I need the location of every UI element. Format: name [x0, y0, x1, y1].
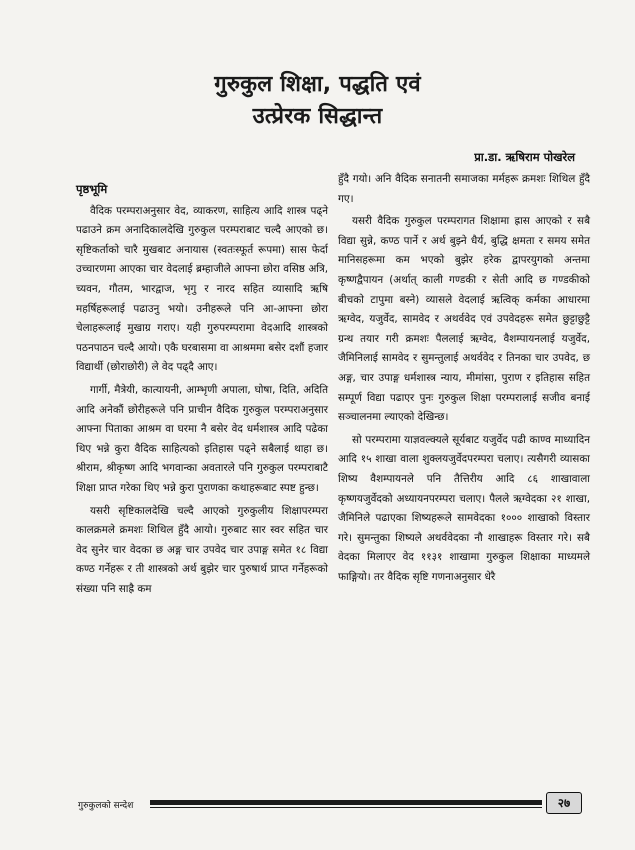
footer-rule-thin: [150, 807, 542, 808]
right-paragraph: सो परम्परामा याज्ञवल्क्यले सूर्यबाट यजुर्वेद पढी काण्व माध्यादिन आदि १५ शाखा वाला शुक्लयजुर्वेदपरम्परा चलाए। त्यसैगरी व्यासका शिष्य वैशम्पायनले पनि तैत्तिरीय आदि ८६ शाखावाला कृष्णयजुर्वेदको अध्यायनपरम्परा चलाए। पैलले ऋग्वेदका २१ शाखा, जैमिनिले पढाएका शिष्यहरूले सामवेदका १००० शाखाको विस्तार गरे। सुमन्तुका शिष्यले अथर्ववेदका नौ शाखाहरू विस्तार गरे। सबै वेदका मिलाएर वेद ११३१ शाखामा गुरुकुल शिक्षाका माध्यमले फाङ्गियो। तर वैदिक सृष्टि गणनाअनुसार धेरै: [338, 433, 590, 583]
author-name: प्रा.डा. ऋषिराम पोखरेल: [474, 150, 575, 164]
left-column: [76, 176, 328, 602]
page-number: २७: [546, 792, 582, 814]
left-paragraph: वैदिक परम्पराअनुसार वेद, व्याकरण, साहित्य आदि शास्त्र पढ्ने पढाउने क्रम अनादिकालदेखि गुरुकुल परम्पराबाट चल्दै आएको छ। सृष्टिकर्ताको चारै मुखबाट अनायास (स्वतःस्फूर्त रूपमा) सास फेर्दा उच्चारणमा आएका चार वेदलाई ब्रम्हाजीले आफ्ना छोरा वसिष्ठ अत्रि, च्यवन, गौतम, भारद्वाज, भृगु र नारद सहित व्यासादि ऋषि महर्षिहरूलाई पढाउनु भयो। उनीहरूले पनि आ-आफ्ना छोरा चेलाहरूलाई मुखाग्र गराए। यही गुरुपरम्परामा वेदआदि शास्त्रको पठनपाठन चल्दै आयो। एकै घरबासमा वा आश्रममा बसेर दशौं हजार विद्यार्थी (छोराछोरी) ले वेद पढ्दै आए।: [76, 204, 328, 374]
left-paragraph: यसरी सृष्टिकालदेखि चल्दै आएको गुरुकुलीय शिक्षापरम्परा कालक्रमले क्रमशः शिथिल हुँदै आयो। गुरुबाट सार स्वर सहित चार वेद सुनेर चार वेदका छ अङ्ग चार उपवेद चार उपाङ्ग समेत १८ विद्या कण्ठ गर्नेहरू र ती शास्त्रको अर्थ बुझेर चार पुरुषार्थ प्राप्त गर्नेहरूको संख्या पनि साह्रै कम: [76, 504, 328, 595]
footer-rule: [150, 800, 542, 805]
left-paragraph: गार्गी, मैत्रेयी, कात्यायनी, आम्भृणी अपाला, घोषा, दिति, अदिति आदि अनेकौं छोरीहरूले पनि प्राचीन वैदिक गुरुकुल परम्पराअनुसार आफ्ना पिताका आश्रम वा घरमा नै बसेर वेद धर्मशास्त्र आदि पढेका थिए भन्ने कुरा वैदिक साहित्यको इतिहास पढ्ने सबैलाई थाहा छ। श्रीराम, श्रीकृष्ण आदि भगवान्का अवतारले पनि गुरुकुल परम्पराबाटै शिक्षा प्राप्त गरेका थिए भन्ने कुरा पुराणका कथाहरूबाट स्पष्ट हुन्छ।: [76, 383, 328, 494]
footer-magazine-name: गुरुकुलको सन्देश: [78, 801, 134, 811]
right-column: [338, 170, 590, 590]
article-title-line2: उत्प्रेरक सिद्धान्त: [252, 104, 383, 129]
right-paragraph: यसरी वैदिक गुरुकुल परम्परागत शिक्षामा ह्रास आएको र सबै विद्या सुन्ने, कण्ठ पार्ने र अर्थ बुझ्ने धैर्य, बुद्धि क्षमता र समय समेत मानिसहरूमा कम भएको बुझेर हरेक द्वापरयुगको अन्तमा कृष्णद्वैपायन (अर्थात् काली गण्डकी र सेती आदि छ गण्डकीको बीचको टापुमा बस्ने) व्यासले वेदलाई ऋत्विक् कर्मका आधारमा ऋग्वेद, यजुर्वेद, सामवेद र अथर्ववेद एवं उपवेदहरू समेत छुट्टाछुट्टै ग्रन्थ तयार गरी क्रमशः पैललाई ऋग्वेद, वैशम्पायनलाई यजुर्वेद, जैमिनिलाई सामवेद र सुमन्तुलाई अथर्ववेद र तिनका चार उपवेद, छ अङ्ग, चार उपाङ्ग धर्मशास्त्र न्याय, मीमांसा, पुराण र इतिहास सहित सम्पूर्ण विद्या पढाएर पुनः गुरुकुल शिक्षा परम्परालाई सजीव बनाई सञ्चालनमा ल्याएको देखिन्छ।: [338, 215, 590, 424]
article-title-line1: गुरुकुल शिक्षा, पद्धति एवं: [214, 72, 421, 97]
section-heading: पृष्ठभूमि: [76, 182, 108, 196]
right-paragraph: हुँदै गयो। अनि वैदिक सनातनी समाजका मर्महरू क्रमशः शिथिल हुँदै गए।: [338, 173, 590, 205]
